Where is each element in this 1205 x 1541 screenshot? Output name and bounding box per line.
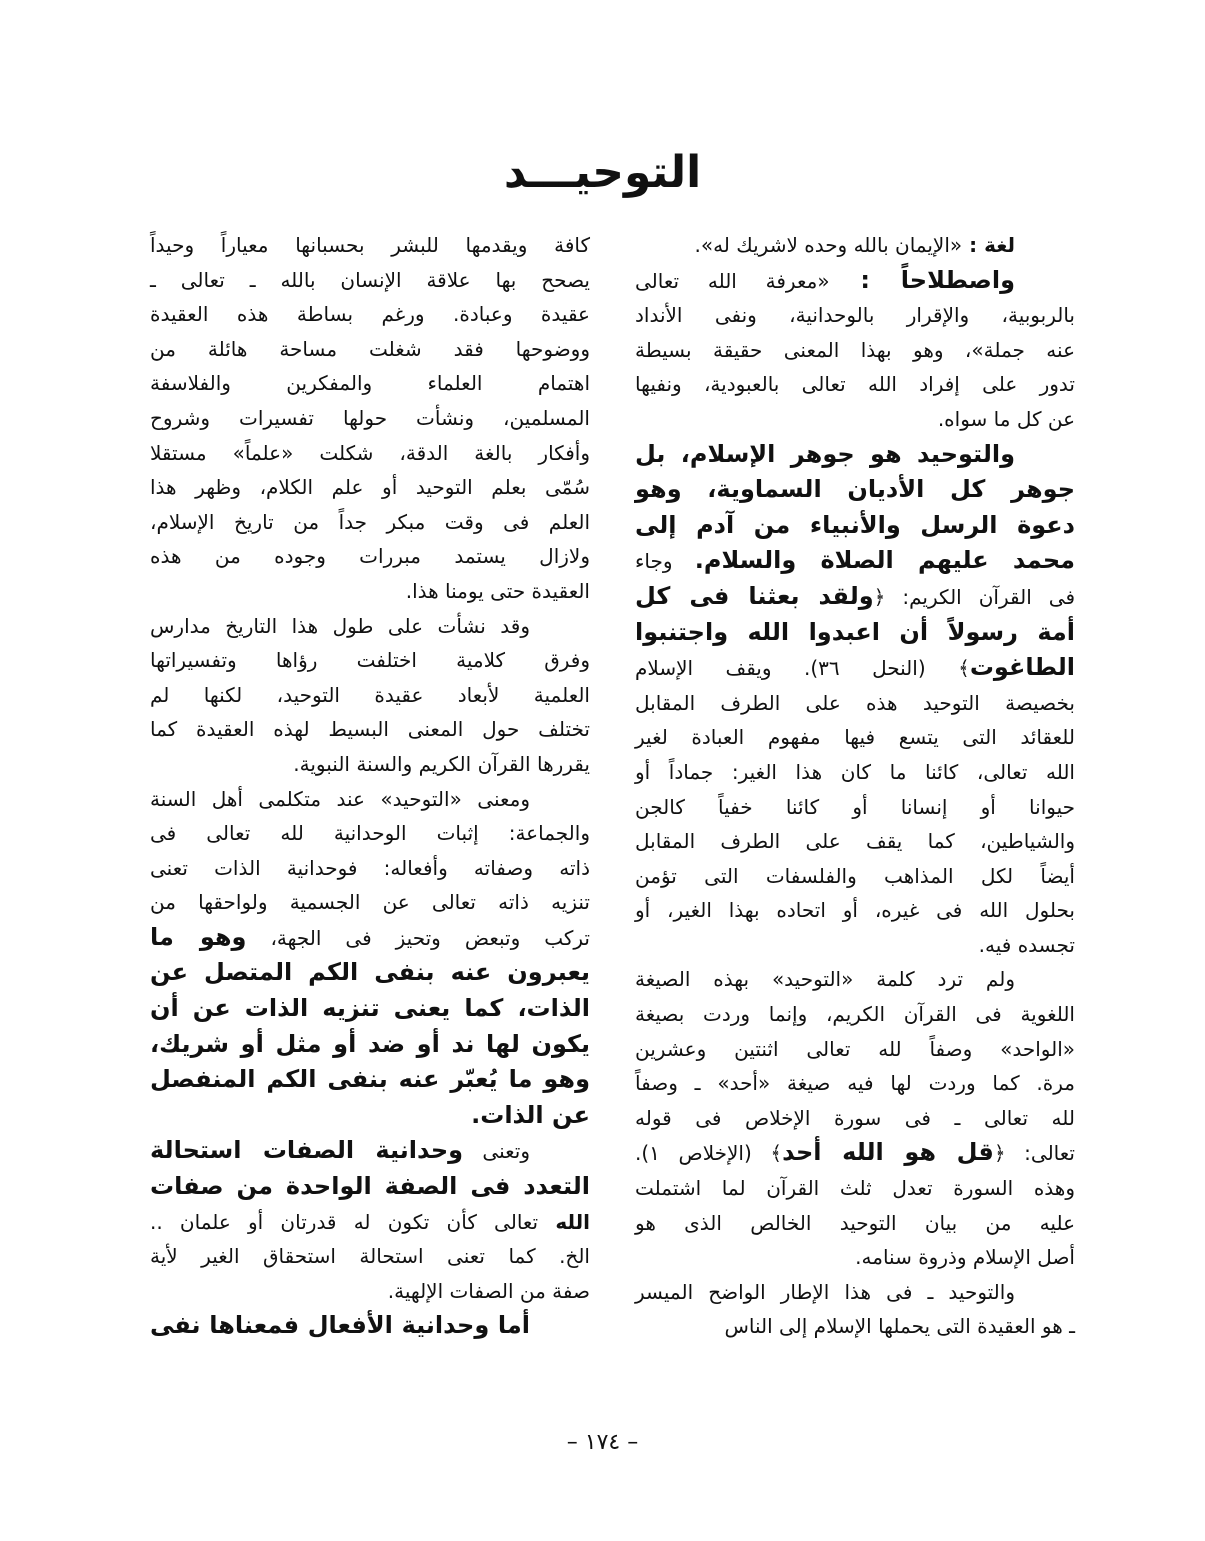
text-line	[150, 366, 590, 401]
text-line	[635, 1275, 1075, 1310]
text-line	[150, 1098, 590, 1134]
page-number: – ١٧٤ –	[566, 1430, 639, 1455]
text-line	[635, 720, 1075, 755]
text: «الواحد» وصفاً لله تعالى اثنتين وعشرين	[635, 1036, 1075, 1061]
text: المسلمين، ونشأت حولها تفسيرات وشروح	[150, 405, 590, 430]
text: بالربوبية، والإقرار بالوحدانية، ونفى الأنداد	[635, 303, 1075, 328]
text: تعالى: ﴿	[993, 1141, 1075, 1166]
text-line	[150, 678, 590, 713]
bold-text: التعدد فى الصفة الواحدة من صفات	[150, 1172, 590, 1201]
text: تختلف حول المعنى البسيط لهذه العقيدة كما	[150, 717, 590, 742]
text: الخ. كما تعنى استحالة استحقاق الغير لأية	[150, 1244, 590, 1269]
text-line	[635, 650, 1075, 686]
text: «معرفة الله تعالى	[635, 268, 830, 293]
bold-text: ولقد بعثنا فى كل	[635, 581, 874, 610]
text-line	[635, 686, 1075, 721]
right-column	[635, 228, 1075, 1344]
bold-text: جوهر كل الأديان السماوية، وهو	[635, 475, 1075, 504]
page-title: التوحيـــد	[503, 147, 702, 198]
bold-text: دعوة الرسل والأنبياء من آدم إلى	[635, 510, 1075, 539]
text-line	[150, 470, 590, 505]
text: للعقائد التى يتسع فيها مفهوم العبادة لغير	[635, 725, 1075, 750]
text-line	[150, 1308, 590, 1344]
text: حيوانا أو إنسانا أو كائنا خفياً كالجن	[635, 794, 1075, 819]
text: بخصيصة التوحيد هذه على الطرف المقابل	[635, 690, 1075, 715]
text: ﴾ (الإخلاص ١).	[635, 1141, 783, 1166]
text-line	[635, 1240, 1075, 1275]
text-line	[150, 920, 590, 956]
bold-text: الطاغوت	[969, 653, 1075, 682]
text-line	[635, 298, 1075, 333]
text-line	[635, 437, 1075, 473]
bold-text: عن الذات.	[471, 1100, 590, 1129]
text-line	[635, 893, 1075, 928]
bold-text: محمد عليهم الصلاة والسلام.	[694, 546, 1075, 575]
text-line	[635, 790, 1075, 825]
bold-text: لغة :	[962, 233, 1015, 257]
text-line	[150, 505, 590, 540]
text: أيضاً لكل المذاهب والفلسفات التى تؤمن	[635, 863, 1075, 888]
text-line	[150, 782, 590, 817]
text-line	[635, 1309, 1075, 1344]
text: الله تعالى، كائنا ما كان هذا الغير: جماداً أو	[635, 759, 1075, 784]
text-line	[150, 1169, 590, 1205]
bold-text: يعبرون عنه بنفى الكم المتصل عن	[150, 958, 590, 987]
text-line	[635, 824, 1075, 859]
text-line	[635, 859, 1075, 894]
text: مرة. كما وردت لها فيه صيغة «أحد» ـ وصفاً	[635, 1071, 1075, 1096]
text: كافة ويقدمها للبشر بحسبانها معياراً وحيداً	[150, 233, 590, 257]
text-line	[635, 1171, 1075, 1206]
text: ذاته وصفاته وأفعاله: فوحدانية الذات تعنى	[150, 855, 590, 880]
text-line	[635, 1101, 1075, 1136]
text-line	[150, 1274, 590, 1309]
bold-text: قل هو الله أحد	[782, 1138, 994, 1167]
text-line	[150, 955, 590, 991]
text-line	[635, 472, 1075, 508]
text: تعالى كأن تكون له قدرتان أو علمان ..	[150, 1209, 556, 1234]
text-line	[635, 615, 1075, 651]
text-line	[635, 402, 1075, 437]
text: صفة من الصفات الإلهية.	[387, 1278, 590, 1303]
text: عنه جملة»، وهو بهذا المعنى حقيقة بسيطة	[635, 337, 1075, 362]
text: تركب وتبعض وتحيز فى الجهة،	[246, 925, 590, 950]
text-line	[150, 1027, 590, 1063]
text-line	[635, 228, 1075, 263]
text: العلم فى وقت مبكر جداً من تاريخ الإسلام،	[150, 509, 590, 534]
text-line	[150, 712, 590, 747]
text: ووضوحها فقد شغلت مساحة هائلة من	[150, 336, 590, 361]
text-line	[150, 885, 590, 920]
text-line	[150, 1133, 590, 1169]
text: تنزيه ذاته تعالى عن الجسمية ولواحقها من	[150, 890, 590, 915]
text-line	[635, 333, 1075, 368]
text: وتعنى	[463, 1139, 531, 1164]
text-line	[635, 543, 1075, 579]
text: اللغوية فى القرآن الكريم، وإنما وردت بصيغة	[635, 1002, 1075, 1027]
text-line	[150, 263, 590, 298]
text: وقد نشأت على طول هذا التاريخ مدارس	[150, 613, 530, 638]
text: تدور على إفراد الله تعالى بالعبودية، ونفيها	[635, 372, 1075, 397]
bold-text: يكون لها ند أو ضد أو مثل أو شريك،	[150, 1029, 590, 1058]
text-line	[635, 367, 1075, 402]
text-line	[150, 401, 590, 436]
text: والتوحيد ـ فى هذا الإطار الواضح الميسر	[635, 1279, 1015, 1304]
text-line	[150, 609, 590, 644]
text-line	[150, 297, 590, 332]
text-line	[635, 962, 1075, 997]
text: «الإيمان بالله وحده لاشريك له».	[694, 233, 963, 257]
text: وهذه السورة تعدل ثلث القرآن لما اشتملت	[635, 1176, 1075, 1201]
text: عقيدة وعبادة. ورغم بساطة هذه العقيدة	[150, 302, 590, 327]
text: فى القرآن الكريم: ﴿	[873, 584, 1076, 609]
text-line	[635, 1032, 1075, 1067]
text-line	[150, 332, 590, 367]
text-line	[150, 991, 590, 1027]
text: يقررها القرآن الكريم والسنة النبوية.	[293, 751, 590, 776]
text-line	[635, 1206, 1075, 1241]
text-line	[150, 816, 590, 851]
text-line	[635, 1066, 1075, 1101]
text-line	[150, 1062, 590, 1098]
bold-text: واصطلاحاً :	[829, 265, 1015, 294]
text-line	[150, 539, 590, 574]
text-line	[150, 747, 590, 782]
text: والجماعة: إثبات الوحدانية لله تعالى فى	[150, 821, 590, 846]
bold-text: وهو ما	[150, 922, 247, 951]
text: ـ هو العقيدة التى يحملها الإسلام إلى الناس	[724, 1314, 1075, 1339]
text: ولم ترد كلمة «التوحيد» بهذه الصيغة	[635, 967, 1015, 992]
bold-text: والتوحيد هو جوهر الإسلام، بل	[635, 439, 1015, 468]
text: سُمّى بعلم التوحيد أو علم الكلام، وظهر هذا	[150, 475, 590, 500]
text: وجاء	[635, 549, 695, 574]
text-line	[635, 263, 1075, 299]
text: وأفكار بالغة الدقة، شكلت «علماً» مستقلا	[150, 440, 590, 465]
text: يصحح بها علاقة الإنسان بالله ـ تعالى ـ	[150, 267, 590, 292]
text-line	[635, 1135, 1075, 1171]
text: عليه من بيان التوحيد الخالص الذى هو	[635, 1210, 1075, 1235]
text-line	[150, 643, 590, 678]
text-line	[150, 1239, 590, 1274]
text-line	[150, 851, 590, 886]
text-line	[150, 574, 590, 609]
bold-text: وحدانية الصفات استحالة	[150, 1136, 464, 1165]
text: لله تعالى ـ فى سورة الإخلاص فى قوله	[635, 1105, 1075, 1130]
text-line	[635, 508, 1075, 544]
text-line	[635, 755, 1075, 790]
text-line	[150, 1205, 590, 1240]
text: العلمية لأبعاد عقيدة التوحيد، لكنها لم	[150, 682, 590, 707]
text: بحلول الله فى غيره، أو اتحاده بهذا الغير، أو	[635, 898, 1075, 923]
text: ولازال يستمد مبررات وجوده من هذه	[150, 544, 590, 569]
text: والشياطين، كما يقف على الطرف المقابل	[635, 829, 1075, 854]
text: تجسده فيه.	[978, 932, 1075, 957]
text: عن كل ما سواه.	[937, 406, 1075, 431]
text: اهتمام العلماء والمفكرين والفلاسفة	[150, 371, 590, 396]
bold-text: الله	[555, 1209, 590, 1234]
text: ومعنى «التوحيد» عند متكلمى أهل السنة	[150, 786, 530, 811]
text: أصل الإسلام وذروة سنامه.	[855, 1245, 1075, 1270]
text-line	[635, 928, 1075, 963]
text-line	[635, 997, 1075, 1032]
bold-text: أما وحدانية الأفعال فمعناها نفى	[150, 1311, 530, 1340]
left-column	[150, 228, 590, 1344]
text: ﴾ (النحل ٣٦). ويقف الإسلام	[635, 656, 970, 681]
bold-text: الذات، كما يعنى تنزيه الذات عن أن	[150, 994, 590, 1023]
text-line	[150, 228, 590, 263]
text: وفرق كلامية اختلفت رؤاها وتفسيراتها	[150, 648, 590, 673]
text-line	[635, 579, 1075, 615]
bold-text: وهو ما يُعبّر عنه بنفى الكم المنفصل	[150, 1065, 590, 1094]
bold-text: أمة رسولاً أن اعبدوا الله واجتنبوا	[635, 617, 1075, 646]
text-line	[150, 436, 590, 471]
text: العقيدة حتى يومنا هذا.	[405, 578, 590, 603]
